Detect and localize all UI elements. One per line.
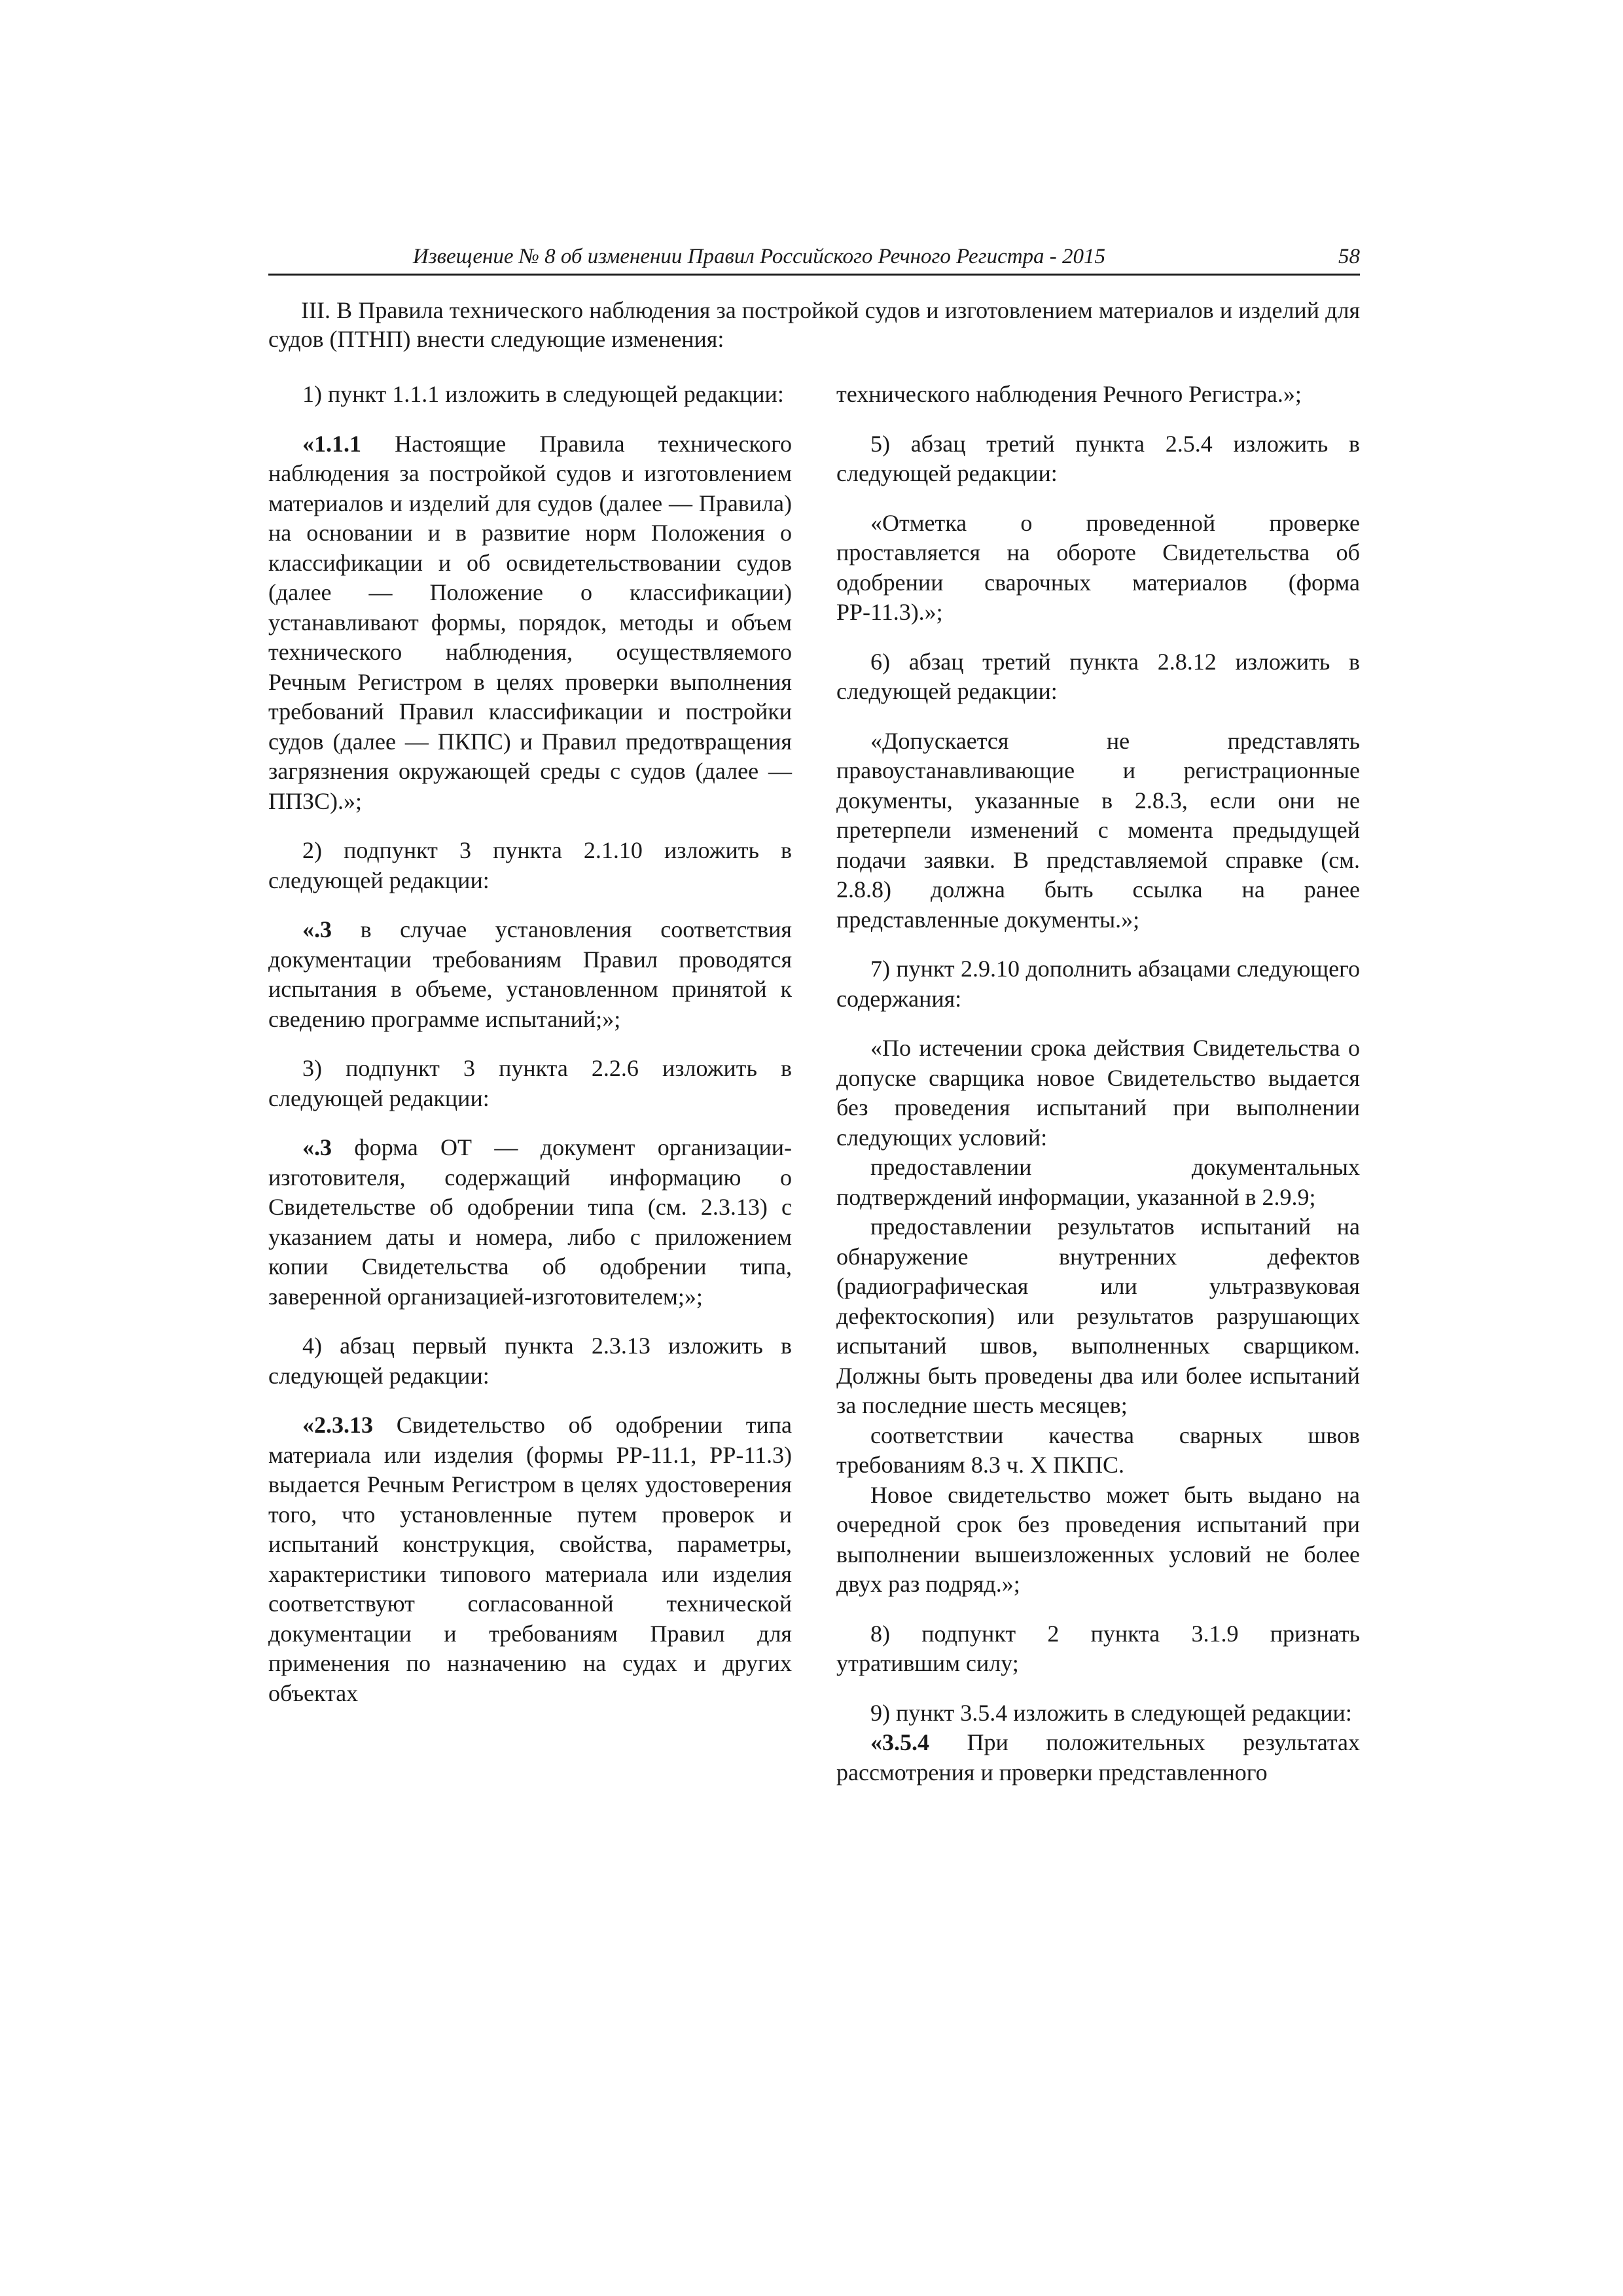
- paragraph: предоставлении документальных подтверждений информации, указанной в 2.9.9;: [836, 1154, 1360, 1210]
- paragraph: 5) абзац третий пункта 2.5.4 изложить в следующей редакции:: [836, 430, 1360, 486]
- clause-text: При положительных результатах рассмотрения и проверки представленного: [836, 1729, 1360, 1785]
- section-intro: III. В Правила технического наблюдения за постройкой судов и изготовлением материалов и изделий для судов (ПТНП) внести следующие изменения:: [268, 297, 1360, 352]
- clause-number: «.3: [302, 1134, 332, 1160]
- paragraph: соответствии качества сварных швов требованиям 8.3 ч. Х ПКПС.: [836, 1422, 1360, 1478]
- clause-text: форма ОТ — документ организации-изготовителя, содержащий информацию о Свидетельстве об одобрении типа (см. 2.3.13) с указанием даты и номера, либо с приложением копии Свидетельства об одобрении типа, заверенной организацией-изготовителем;»;: [268, 1134, 792, 1310]
- paragraph: «Отметка о проведенной проверке проставляется на обороте Свидетельства об одобрении сварочных материалов (форма РР-11.3).»;: [836, 509, 1360, 625]
- paragraph: 1) пункт 1.1.1 изложить в следующей редакции:: [302, 381, 784, 407]
- clause-text: в случае установления соответствия документации требованиям Правил проводятся испытания в объеме, установленном принятой к сведению программе испытаний;»;: [268, 916, 792, 1032]
- header-title: Извещение № 8 об изменении Правил Российского Речного Регистра - 2015: [412, 245, 1106, 268]
- left-column: [268, 380, 792, 1708]
- paragraph: [836, 1728, 1360, 1787]
- page-number: 58: [1338, 245, 1360, 268]
- paragraph: [268, 429, 792, 817]
- paragraph: [268, 915, 792, 1034]
- paragraph: 7) пункт 2.9.10 дополнить абзацами следующего содержания:: [836, 956, 1360, 1012]
- paragraph: «По истечении срока действия Свидетельства о допуске сварщика новое Свидетельство выдается без проведения испытаний при выполнении следующих условий:: [836, 1035, 1360, 1151]
- paragraph: технического наблюдения Речного Регистра.»;: [836, 381, 1302, 407]
- right-column: [836, 380, 1360, 1787]
- paragraph: 2) подпункт 3 пункта 2.1.10 изложить в следующей редакции:: [268, 837, 792, 893]
- clause-number: «2.3.13: [302, 1412, 373, 1438]
- clause-text: Настоящие Правила технического наблюдения за постройкой судов и изготовлением материалов и изделий для судов (далее — Правила) на основании и в развитие норм Положения о классификации и об освидетельствовании судов (далее — Положение о классификации) устанавливают формы, порядок, методы и объем технического наблюдения, осуществляемого Речным Регистром в целях проверки выполнения требований Правил классификации и постройки судов (далее — ПКПС) и Правил предотвращения загрязнения окружающей среды с судов (далее — ППЗС).»;: [268, 430, 792, 814]
- paragraph: 9) пункт 3.5.4 изложить в следующей редакции:: [870, 1699, 1352, 1726]
- clause-text: Свидетельство об одобрении типа материала или изделия (формы РР-11.1, РР-11.3) выдается Речным Регистром в целях удостоверения того, что установленные путем проверок и испытаний конструкция, свойства, параметры, характеристики типового материала или изделия соответствуют согласованной технической документации и требованиям Правил для применения по назначению на судах и других объектах: [268, 1412, 792, 1706]
- running-header: [268, 243, 1360, 276]
- paragraph: [268, 1410, 792, 1708]
- clause-number: «1.1.1: [302, 430, 361, 457]
- paragraph: предоставлении результатов испытаний на обнаружение внутренних дефектов (радиографическая или ультразвуковая дефектоскопия) или результатов разрушающих испытаний швов, выполненных сварщиком. Должны быть проведены два или более испытаний за последние шесть месяцев;: [836, 1213, 1360, 1418]
- paragraph: [268, 1133, 792, 1312]
- paragraph: 3) подпункт 3 пункта 2.2.6 изложить в следующей редакции:: [268, 1055, 792, 1111]
- clause-number: «3.5.4: [870, 1729, 929, 1755]
- clause-number: «.3: [302, 916, 332, 942]
- paragraph: «Допускается не представлять правоустанавливающие и регистрационные документы, указанные в 2.8.3, если они не претерпели изменений с момента предыдущей подачи заявки. В представляемой справке (см. 2.8.8) должна быть ссылка на ранее представленные документы.»;: [836, 727, 1360, 933]
- paragraph: Новое свидетельство может быть выдано на очередной срок без проведения испытаний при выполнении вышеизложенных условий не более двух раз подряд.»;: [836, 1481, 1360, 1597]
- paragraph: 6) абзац третий пункта 2.8.12 изложить в следующей редакции:: [836, 648, 1360, 704]
- paragraph: 8) подпункт 2 пункта 3.1.9 признать утратившим силу;: [836, 1620, 1360, 1676]
- paragraph: 4) абзац первый пункта 2.3.13 изложить в следующей редакции:: [268, 1333, 792, 1389]
